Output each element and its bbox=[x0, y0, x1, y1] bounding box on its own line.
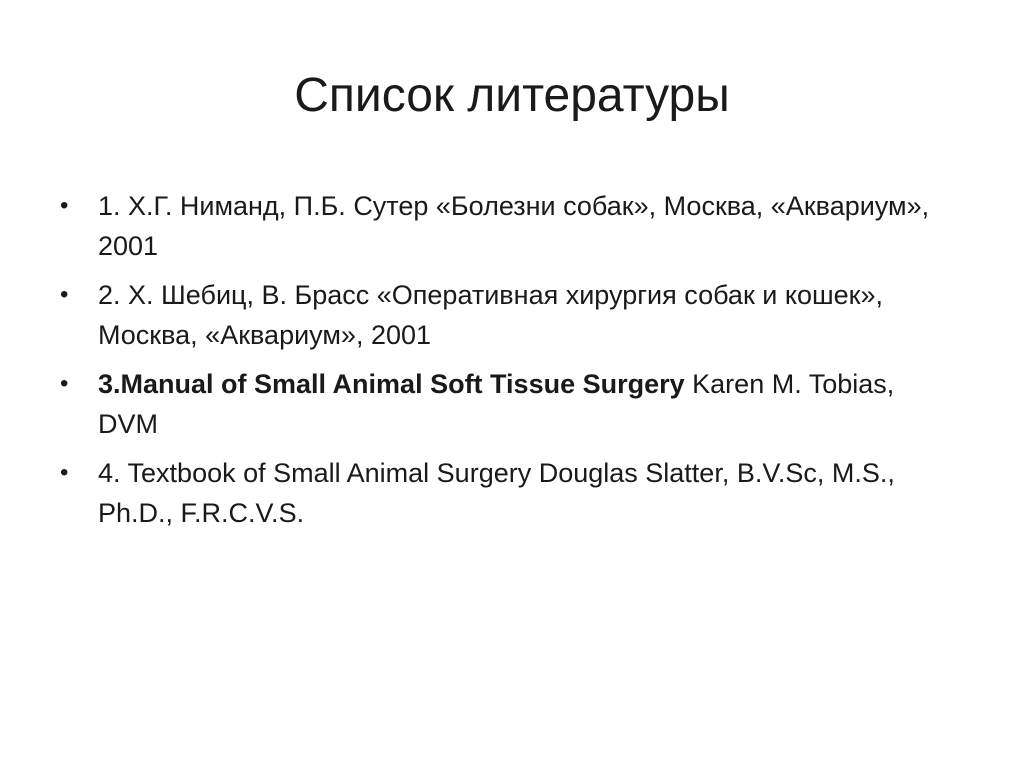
bullet-icon: • bbox=[60, 459, 69, 486]
reference-item-3 bbox=[60, 364, 940, 444]
bullet-icon: • bbox=[60, 192, 69, 219]
reference-text: 1. Х.Г. Ниманд, П.Б. Сутер «Болезни собак», Москва, «Аквариум», 2001 bbox=[98, 191, 930, 261]
reference-author: Karen M. Tobias, DVM bbox=[98, 369, 895, 439]
reference-text: 2. Х. Шебиц, В. Брасс «Оперативная хирургия собак и кошек», Москва, «Аквариум», 2001 bbox=[98, 280, 883, 350]
reference-title-bold: 3.Manual of Small Animal Soft Tissue Surgery bbox=[98, 369, 685, 399]
bullet-icon: • bbox=[60, 281, 69, 308]
slide-title: Список литературы bbox=[294, 69, 730, 122]
reference-list bbox=[60, 186, 940, 542]
bullet-icon: • bbox=[60, 370, 69, 397]
reference-item-2 bbox=[60, 275, 940, 355]
reference-item-1 bbox=[60, 186, 940, 266]
reference-item-4 bbox=[60, 453, 940, 533]
reference-text: 4. Textbook of Small Animal Surgery Douglas Slatter, B.V.Sc, M.S., Ph.D., F.R.C.V.S. bbox=[98, 458, 895, 528]
